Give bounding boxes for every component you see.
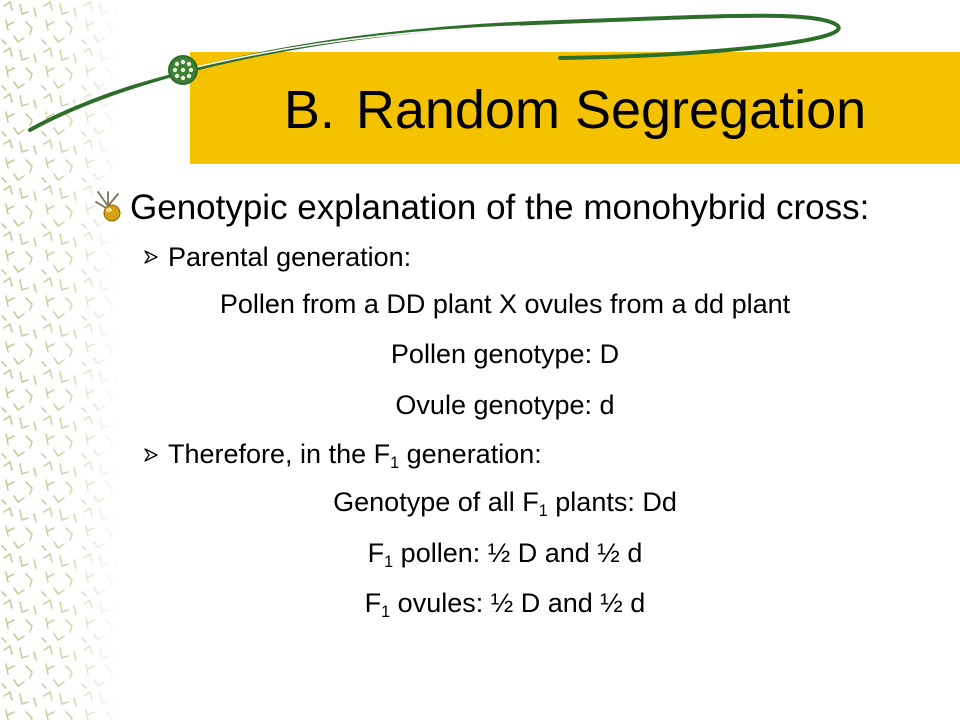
- f1-ovules-subscript: 1: [381, 603, 391, 622]
- ovule-genotype-text: Ovule genotype: d: [395, 390, 615, 420]
- f1-genotype-pre: Genotype of all F: [333, 487, 539, 517]
- f1-genotype-subscript: 1: [538, 502, 548, 521]
- parental-cross-text: Pollen from a DD plant X ovules from a dd plant: [219, 289, 791, 319]
- f1-ovules-post: ovules: ½ D and ½ d: [390, 588, 646, 618]
- f1-pollen-text: [195, 534, 815, 572]
- f1-genotype-text: [195, 483, 815, 521]
- arrowhead-bullet-icon: [144, 250, 158, 264]
- f1-ovules-pre: F: [364, 588, 382, 618]
- f1-heading-pre: Therefore, in the F: [168, 439, 391, 469]
- parental-generation-heading: Parental generation:: [168, 242, 412, 272]
- f1-genotype-post: plants: Dd: [547, 487, 677, 517]
- title-text: Random Segregation: [355, 80, 867, 140]
- arrowhead-bullet-icon: [144, 448, 158, 462]
- f1-ovules-text: [195, 584, 815, 622]
- main-bullet-text: Genotypic explanation of the monohybrid cross:: [130, 188, 870, 227]
- f1-pollen-pre: F: [367, 538, 385, 568]
- title-section-letter: B.: [283, 80, 335, 140]
- pollen-genotype-text: Pollen genotype: D: [390, 339, 620, 369]
- f1-heading-subscript: 1: [390, 454, 400, 473]
- f1-pollen-post: pollen: ½ D and ½ d: [393, 538, 643, 568]
- f1-pollen-subscript: 1: [384, 553, 394, 572]
- f1-heading-post: generation:: [399, 439, 542, 469]
- f1-generation-heading: [168, 435, 542, 473]
